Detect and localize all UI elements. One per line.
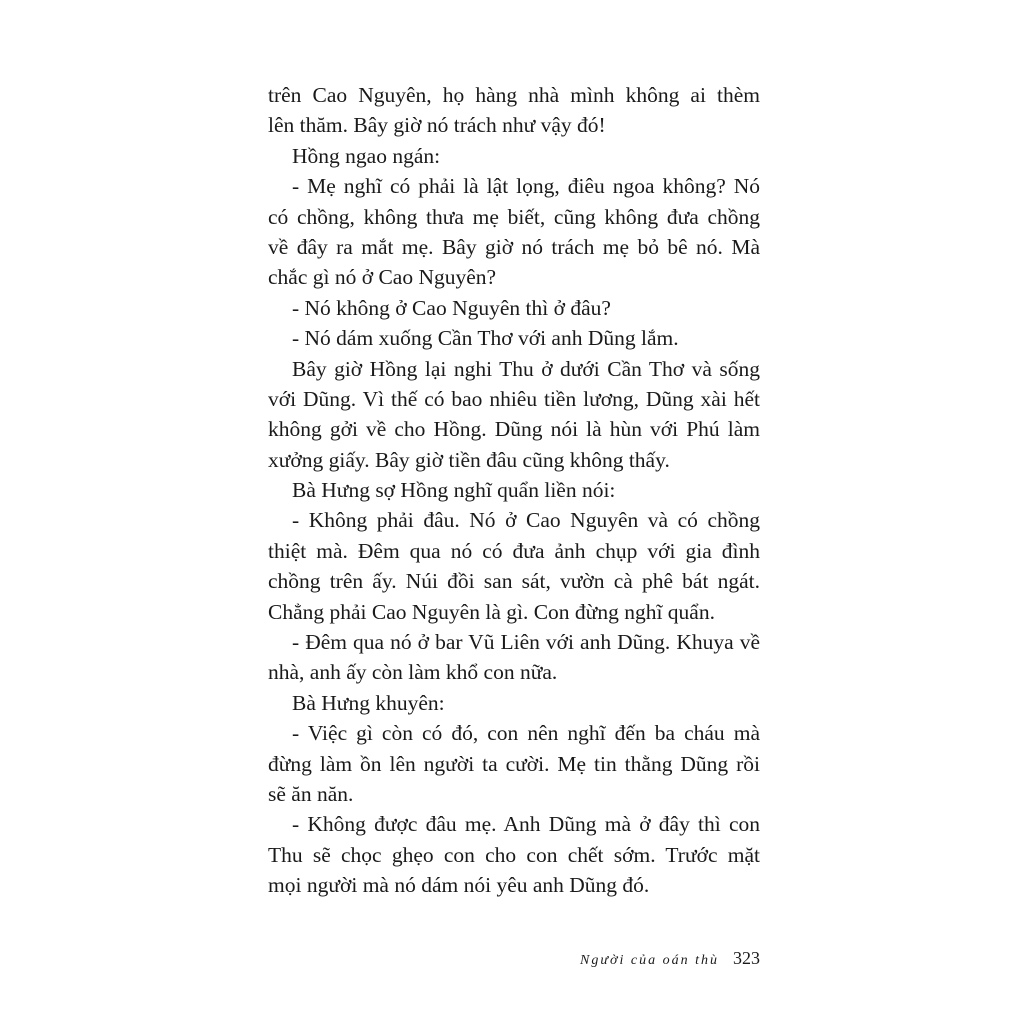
text-line: không gởi về cho Hồng. Dũng nói là hùn với Phú làm bbox=[268, 417, 760, 442]
text-line: Thu sẽ chọc ghẹo con cho con chết sớm. Trước mặt bbox=[268, 842, 760, 867]
text-line: trên Cao Nguyên, họ hàng nhà mình không ai thèm bbox=[268, 83, 760, 107]
text-line: Bà Hưng khuyên: bbox=[292, 690, 445, 715]
text-line: Bà Hưng sợ Hồng nghĩ quẩn liền nói: bbox=[292, 478, 616, 503]
text-line: chắc gì nó ở Cao Nguyên? bbox=[268, 265, 497, 290]
text-line: xưởng giấy. Bây giờ tiền đâu cũng không thấy. bbox=[268, 447, 670, 472]
text-line: với Dũng. Vì thế có bao nhiêu tiền lương, Dũng xài hết bbox=[268, 386, 760, 411]
running-title: Người của oán thù bbox=[580, 953, 719, 968]
text-line: - Mẹ nghĩ có phải là lật lọng, điêu ngoa không? Nó bbox=[292, 174, 760, 199]
text-line: Bây giờ Hồng lại nghi Thu ở dưới Cần Thơ và sống bbox=[292, 356, 760, 381]
text-line: mọi người mà nó dám nói yêu anh Dũng đó. bbox=[268, 873, 650, 898]
page-number: 323 bbox=[733, 948, 760, 968]
text-line: lên thăm. Bây giờ nó trách như vậy đó! bbox=[268, 113, 606, 138]
text-line: đừng làm ồn lên người ta cười. Mẹ tin thằng Dũng rồi bbox=[268, 751, 760, 776]
text-line: thiệt mà. Đêm qua nó có đưa ảnh chụp với gia đình bbox=[268, 538, 760, 563]
text-line: về đây ra mắt mẹ. Bây giờ nó trách mẹ bỏ bê nó. Mà bbox=[268, 234, 760, 259]
text-line: - Việc gì còn có đó, con nên nghĩ đến ba cháu mà bbox=[292, 721, 760, 746]
text-line: có chồng, không thưa mẹ biết, cũng không đưa chồng bbox=[268, 204, 760, 229]
text-line: - Đêm qua nó ở bar Vũ Liên với anh Dũng. Khuya về bbox=[292, 630, 760, 655]
text-line: Chẳng phải Cao Nguyên là gì. Con đừng nghĩ quẩn. bbox=[268, 599, 715, 624]
text-line: Hồng ngao ngán: bbox=[292, 143, 441, 168]
page-footer bbox=[560, 948, 760, 969]
text-line: - Không phải đâu. Nó ở Cao Nguyên và có chồng bbox=[292, 508, 760, 533]
text-line: nhà, anh ấy còn làm khổ con nữa. bbox=[268, 660, 558, 685]
text-line: - Nó dám xuống Cần Thơ với anh Dũng lắm. bbox=[292, 326, 679, 351]
text-line: - Không được đâu mẹ. Anh Dũng mà ở đây thì con bbox=[292, 812, 760, 837]
text-line: - Nó không ở Cao Nguyên thì ở đâu? bbox=[292, 295, 611, 320]
text-line: sẽ ăn năn. bbox=[268, 781, 354, 806]
text-line: chồng trên ấy. Núi đồi san sát, vườn cà phê bát ngát. bbox=[268, 569, 760, 594]
page-body bbox=[268, 80, 760, 901]
